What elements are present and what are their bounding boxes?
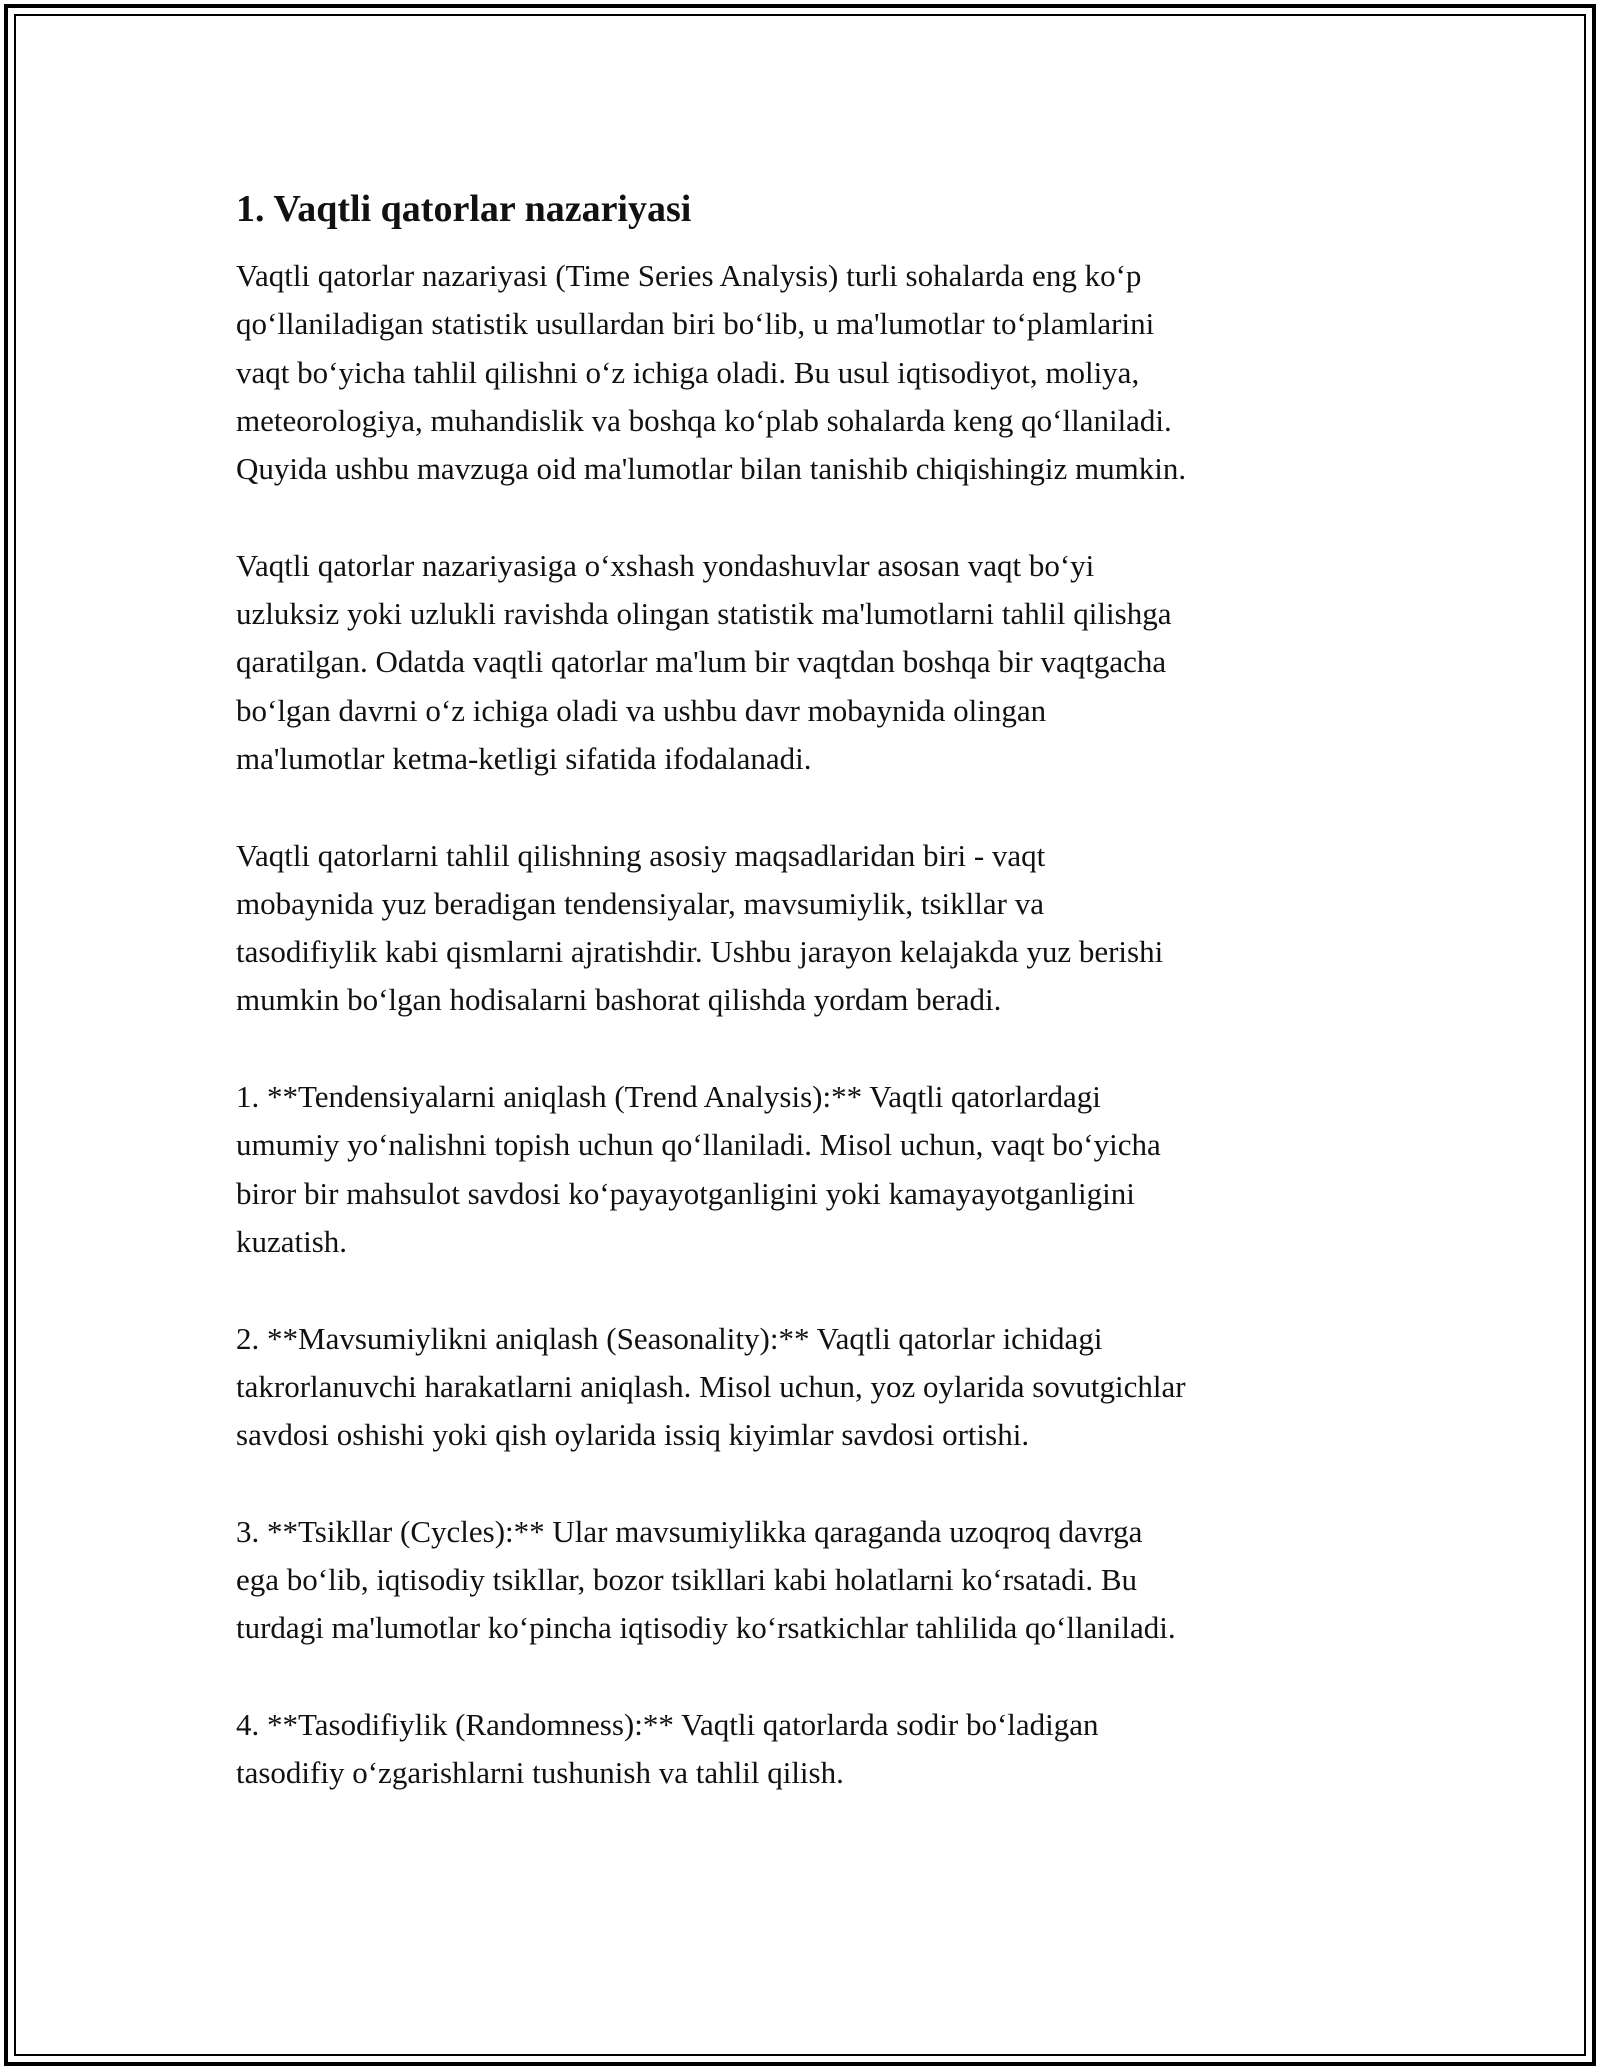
paragraph-line: tasodifiylik kabi qismlarni ajratishdir. Ushbu jarayon kelajakda yuz berishi [236, 934, 1164, 970]
paragraph-line: umumiy yo‘nalishni topish uchun qo‘llaniladi. Misol uchun, vaqt bo‘yicha [236, 1127, 1161, 1163]
paragraph-line: mumkin bo‘lgan hodisalarni bashorat qilishda yordam beradi. [236, 982, 1002, 1018]
paragraph-line: ma'lumotlar ketma-ketligi sifatida ifodalanadi. [236, 740, 812, 776]
paragraph-line: 1. **Tendensiyalarni aniqlash (Trend Analysis):** Vaqtli qatorlardagi [236, 1079, 1101, 1115]
paragraph [236, 1073, 1376, 1266]
paragraph-line: Vaqtli qatorlarni tahlil qilishning asosiy maqsadlaridan biri - vaqt [236, 837, 1046, 873]
paragraph-line: vaqt bo‘yicha tahlil qilishni o‘z ichiga oladi. Bu usul iqtisodiyot, moliya, [236, 354, 1140, 390]
paragraph-line: Vaqtli qatorlar nazariyasiga o‘xshash yondashuvlar asosan vaqt bo‘yi [236, 547, 1095, 583]
paragraph-line: qo‘llaniladigan statistik usullardan biri bo‘lib, u ma'lumotlar to‘plamlarini [236, 306, 1155, 342]
paragraph-line: kuzatish. [236, 1223, 348, 1259]
paragraph [236, 542, 1376, 783]
document-body [236, 186, 1376, 1846]
paragraph-line: mobaynida yuz beradigan tendensiyalar, mavsumiylik, tsikllar va [236, 885, 1044, 921]
paragraph-line: bo‘lgan davrni o‘z ichiga oladi va ushbu davr mobaynida olingan [236, 692, 1047, 728]
paragraph [236, 1701, 1376, 1798]
paragraph-line: tasodifiy o‘zgarishlarni tushunish va tahlil qilish. [236, 1755, 844, 1791]
paragraph-line: qaratilgan. Odatda vaqtli qatorlar ma'lum bir vaqtdan boshqa bir vaqtgacha [236, 644, 1167, 680]
paragraph [236, 1315, 1376, 1460]
paragraph-line: 3. **Tsikllar (Cycles):** Ular mavsumiylikka qaraganda uzoqroq davrga [236, 1513, 1143, 1549]
paragraph-line: biror bir mahsulot savdosi ko‘payayotganligini yoki kamayayotganligini [236, 1175, 1135, 1211]
paragraph-line: savdosi oshishi yoki qish oylarida issiq kiyimlar savdosi ortishi. [236, 1417, 1030, 1453]
paragraph-line: takrorlanuvchi harakatlarni aniqlash. Misol uchun, yoz oylarida sovutgichlar [236, 1368, 1186, 1404]
paragraph-list [236, 252, 1376, 1798]
paragraph-line: Quyida ushbu mavzuga oid ma'lumotlar bilan tanishib chiqishingiz mumkin. [236, 451, 1187, 487]
section-heading: 1. Vaqtli qatorlar nazariyasi [236, 188, 692, 230]
paragraph-line: turdagi ma'lumotlar ko‘pincha iqtisodiy ko‘rsatkichlar tahlilida qo‘llaniladi. [236, 1610, 1176, 1646]
paragraph-line: Vaqtli qatorlar nazariyasi (Time Series Analysis) turli sohalarda eng ko‘p [236, 258, 1142, 293]
paragraph [236, 252, 1376, 493]
paragraph-line: uzluksiz yoki uzlukli ravishda olingan statistik ma'lumotlarni tahlil qilishga [236, 596, 1172, 632]
paragraph-line: ega bo‘lib, iqtisodiy tsikllar, bozor tsikllari kabi holatlarni ko‘rsatadi. Bu [236, 1562, 1138, 1598]
paragraph-line: 2. **Mavsumiylikni aniqlash (Seasonality):** Vaqtli qatorlar ichidagi [236, 1320, 1103, 1356]
paragraph-line: 4. **Tasodifiylik (Randomness):** Vaqtli qatorlarda sodir bo‘ladigan [236, 1706, 1099, 1742]
paragraph [236, 1508, 1376, 1653]
paragraph-line: meteorologiya, muhandislik va boshqa ko‘plab sohalarda keng qo‘llaniladi. [236, 402, 1172, 438]
paragraph [236, 832, 1376, 1025]
